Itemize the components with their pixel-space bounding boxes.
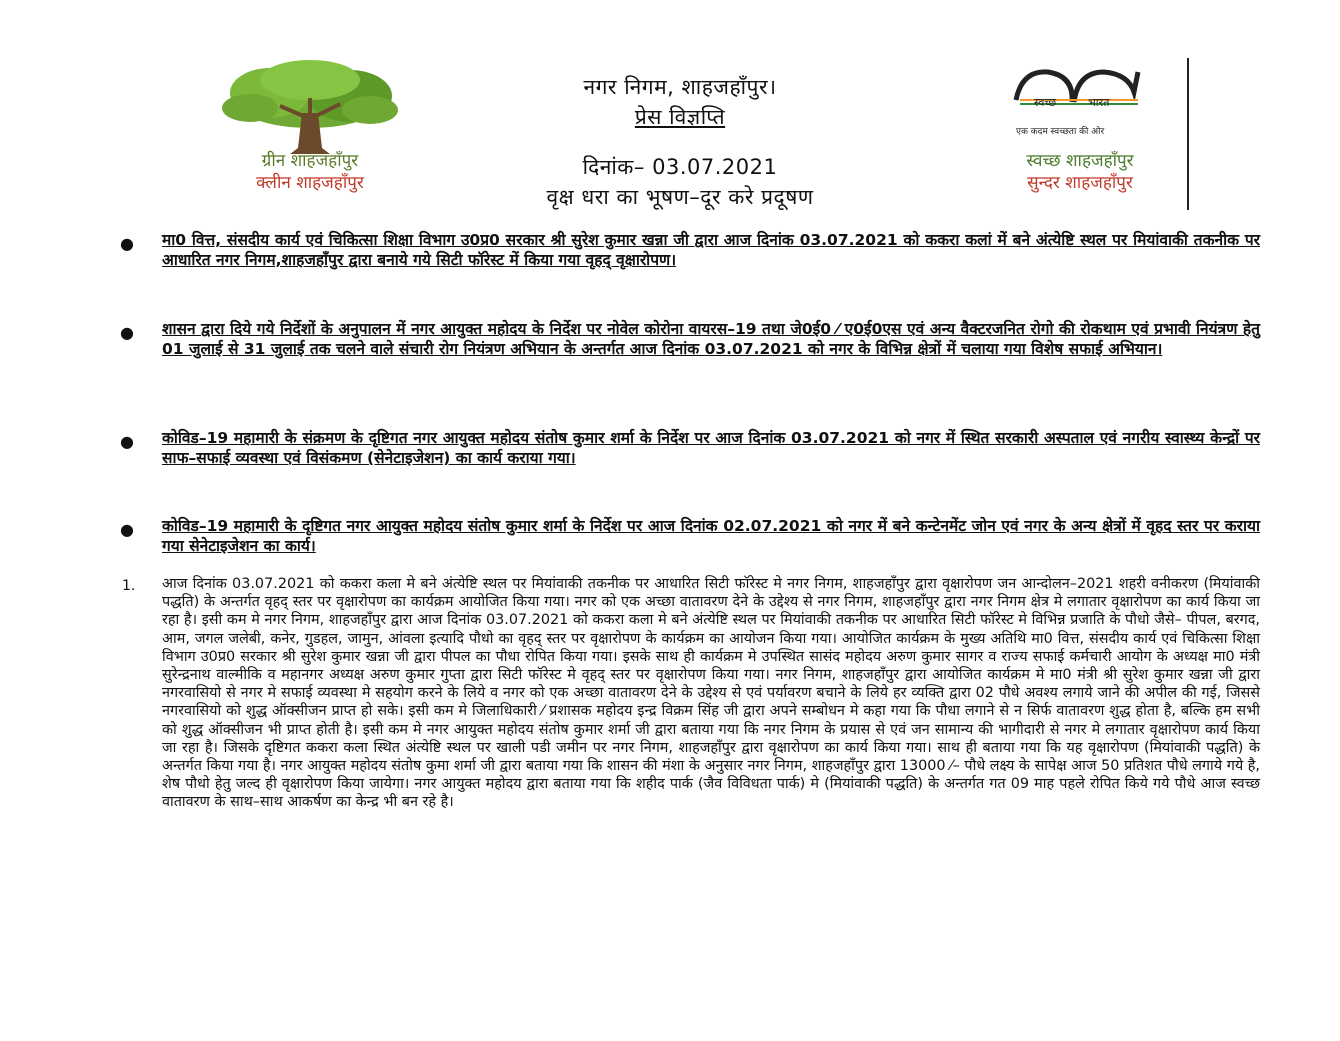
left-caption-line2: क्लीन शाहजहाँपुर xyxy=(256,173,364,193)
title-block xyxy=(470,72,890,212)
bullet-text: कोविड–19 महामारी के दृष्टिगत नगर आयुक्त महोदय संतोष कुमार शर्मा के निर्देश पर आज दिनांक 02.07.2021 को नगर में बने कन्टेनमेंट जोन एवं नगर के अन्य क्षेत्रों में वृहद स्तर पर कराया गया सेनेटाइजेशन का कार्य। xyxy=(162,517,1260,555)
swachh-right-text: भारत xyxy=(1088,96,1110,109)
bullet-dot-icon: ● xyxy=(120,323,134,342)
paragraph-number: 1. xyxy=(122,578,136,594)
bullet-text: कोविड–19 महामारी के संक्रमण के दृष्टिगत नगर आयुक्त महोदय संतोष कुमार शर्मा के निर्देश पर आज दिनांक 03.07.2021 को नगर में स्थित सरकारी अस्पताल एवं नगरीय स्वास्थ्य केन्द्रों पर साफ–सफाई व्यवस्था एवं विसंकमण (सेनेटाइजेशन) का कार्य कराया गया। xyxy=(162,429,1260,467)
doc-type: प्रेस विज्ञप्ति xyxy=(634,105,726,129)
header-divider xyxy=(1187,58,1189,210)
green-caption xyxy=(200,150,420,194)
paragraph-text: आज दिनांक 03.07.2021 को ककरा कला मे बने अंत्येष्टि स्थल पर मियांवाकी तकनीक पर आधारित सिटी फॉरेस्ट मे नगर निगम, शाहजहाँपुर द्वारा वृक्षारोपण जन आन्दोलन–2021 शहरी वनीकरण (मियांवाकी पद्धति) के अन्तर्गत वृहद् स्तर पर वृक्षारोपण का कार्यक्रम आयोजित किया गया। नगर को एक अच्छा वातावरण देने के उद्देश्य से नगर निगम, शाहजहाँपुर द्वारा नगर निगम क्षेत्र मे लगातार वृक्षारोपण का कार्य किया जा रहा है। इसी कम मे नगर निगम, शाहजहाँपुर द्वारा आज दिनांक 03.07.2021 को ककरा कला मे बने अंत्येष्टि स्थल पर मियांवाकी तकनीक पर आधारित सिटी फॉरेस्ट मे विभिन्न प्रजाति के पौधो जैसे– पीपल, बरगद, आम, जगल जलेबी, कनेर, गुडहल, जामुन, आंवला इत्यादि पौधो का वृहद् स्तर पर वृक्षारोपण के कार्यक्रम का आयोजन किया गया। आयोजित कार्यक्रम के मुख्य अतिथि मा0 वित्त, संसदीय कार्य एवं चिकित्सा शिक्षा विभाग उ0प्र0 सरकार श्री सुरेश कुमार खन्ना जी द्वारा पीपल का पौधा रोपित किया गया। इसके साथ ही कार्यक्रम मे उपस्थित सासंद महोदय अरुण कुमार सागर व राज्य सफाई कर्मचारी आयोग के अध्यक्ष मा0 मंत्री सुरेन्द्रनाथ वाल्मीकि व महानगर अध्यक्ष अरुण कुमार गुप्ता द्वारा सिटी फॉरेस्ट मे वृहद् स्तर पर वृक्षारोपण किया गया। नगर निगम, शाहजहाँपुर द्वारा आयोजित कार्यक्रम मे मा0 मंत्री श्री सुरेश कुमार खन्ना जी द्वारा नगरवासियो से नगर मे सफाई व्यवस्था मे सहयोग करने के लिये व नगर को एक अच्छा वातावरण देने के उद्देश्य से एवं पर्यावरण बचाने के लिये हर व्यक्ति द्वारा 02 पौधे अवश्य लगाये जाने की अपील की गई, जिससे नगरवासियो को शुद्ध ऑक्सीजन प्राप्त हो सके। इसी कम मे जिलाधिकारी ⁄ प्रशासक महोदय इन्द्र विक्रम सिंह जी द्वारा अपने सम्बोधन मे कहा गया कि पौधा लगाने से न सिर्फ वातावरण शुद्ध होता है, बल्कि हम सभी को शुद्ध ऑक्सीजन भी प्राप्त होती है। इसी कम मे नगर आयुक्त महोदय संतोष कुमार शर्मा जी द्वारा बताया गया कि नगर निगम के प्रयास से एवं जन सामान्य की भागीदारी से नगर मे लगातार वृक्षारोपण कार्य किया जा रहा है। जिसके दृष्टिगत ककरा कला स्थित अंत्येष्टि स्थल पर खाली पडी जमीन पर नगर निगम, शाहजहाँपुर द्वारा वृक्षारोपण का कार्य किया गया। साथ ही बताया गया कि यह वृक्षारोपण (मियांवाकी पद्धति) के अन्तर्गत किया गया है। नगर आयुक्त महोदय संतोष कुमा शर्मा जी द्वारा बताया गया कि शासन की मंशा के अनुसार नगर निगम, शाहजहाँपुर द्वारा 13000 ⁄– पौधे लक्ष्य के सापेक्ष आज 50 प्रतिशत पौधे लगाये गये है, शेष पौधो हेतु जल्द ही वृक्षारोपण किया जायेगा। नगर आयुक्त महोदय द्वारा बताया गया कि शहीद पार्क (जैव विविधता पार्क) मे (मियांवाकी पद्धति) के अन्तर्गत गत 09 माह पहले रोपित किये गये पौधे आज स्वच्छ वातावरण के साथ–साथ आकर्षण का केन्द्र भी बन रहे है। xyxy=(162,576,1260,811)
bullet-item xyxy=(120,516,1260,558)
right-caption-line1: स्वच्छ शाहजहाँपुर xyxy=(1026,151,1134,171)
org-title: नगर निगम, शाहजहाँपुर। xyxy=(583,75,777,99)
swachh-tagline: एक कदम स्वच्छता की ओर xyxy=(1016,127,1105,137)
date-line: दिनांक– 03.07.2021 xyxy=(582,155,778,179)
bullet-dot-icon: ● xyxy=(120,432,134,451)
bullet-item xyxy=(120,230,1260,292)
slogan: वृक्ष धरा का भूषण–दूर करे प्रदूषण xyxy=(546,185,814,209)
swachh-caption xyxy=(1000,150,1160,194)
bullet-item xyxy=(120,319,1260,403)
swachh-bharat-logo xyxy=(1012,62,1142,142)
left-caption-line1: ग्रीन शाहजहाँपुर xyxy=(261,151,359,171)
bullet-text: मा0 वित्त, संसदीय कार्य एवं चिकित्सा शिक्षा विभाग उ0प्र0 सरकार श्री सुरेश कुमार खन्ना जी द्वारा आज दिनांक 03.07.2021 को ककरा कलां में बने अंत्येष्टि स्थल पर मियांवाकी तकनीक पर आधारित नगर निगम,शाहजहाँपुर द्वारा बनाये गये सिटी फॉरेस्ट में किया गया वृहद् वृक्षारोपण। xyxy=(162,231,1260,269)
right-caption-line2: सुन्दर शाहजहाँपुर xyxy=(1027,173,1133,193)
bullet-item xyxy=(120,428,1260,490)
swachh-left-text: स्वच्छ xyxy=(1034,96,1057,109)
glasses-icon xyxy=(1012,62,1142,142)
bullet-dot-icon: ● xyxy=(120,520,134,539)
bullet-text: शासन द्वारा दिये गये निर्देशों के अनुपालन में नगर आयुक्त महोदय के निर्देश पर नोवेल कोरोना वायरस–19 तथा जे0ई0 ⁄ ए0ई0एस एवं अन्य वैक्टरजनित रोगो की रोकथाम एवं प्रभावी नियंत्रण हेतु 01 जुलाई से 31 जुलाई तक चलने वाले संचारी रोग नियंत्रण अभियान के अन्तर्गत आज दिनांक 03.07.2021 को नगर के विभिन्न क्षेत्रों में चलाया गया विशेष सफाई अभियान। xyxy=(162,320,1260,358)
bullet-dot-icon: ● xyxy=(120,234,134,253)
